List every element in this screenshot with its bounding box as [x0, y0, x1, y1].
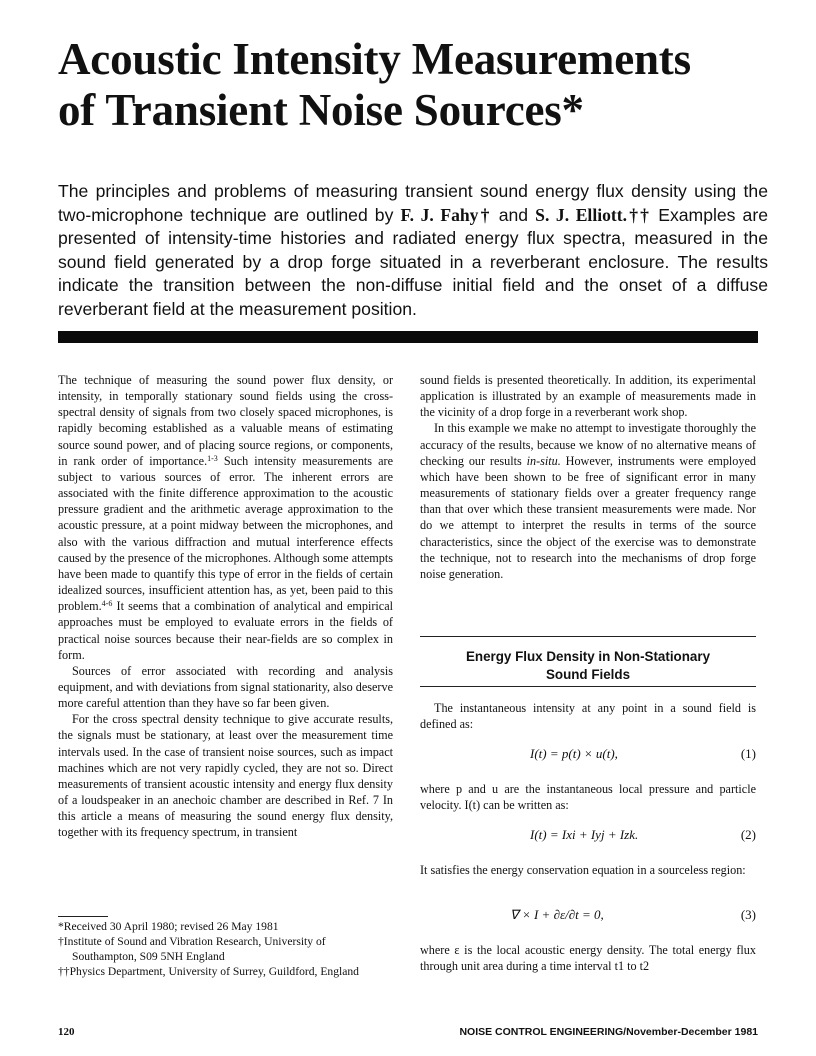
abstract-text-2: Examples are presented of intensity-time histories and radiated energy flux spectra, measured in the sound field generated by a drop forge situated in a reverberant enclosure. The results indicate the transition between the non-diffuse initial field and the onset of a diffuse reverberant field at the measurement position. [58, 204, 768, 319]
author-2: S. J. Elliott.†† [535, 204, 652, 225]
journal-footer: NOISE CONTROL ENGINEERING/November-December 1981 [459, 1026, 758, 1038]
footnote-institute-1: †Institute of Sound and Vibration Research, University of Southampton, S09 5NH England [58, 935, 326, 963]
footnote-rule [58, 916, 108, 917]
section-rule-top [420, 636, 756, 637]
reference-1-3: 1-3 [207, 453, 218, 463]
footnotes [58, 916, 393, 979]
left-paragraph-1 [58, 372, 393, 663]
equation-3-number: (3) [740, 907, 756, 922]
section-text-4: where ε is the local acoustic energy density. The total energy flux through unit area during a time interval t1 to t2 [420, 943, 756, 974]
abstract [58, 180, 768, 321]
equation-2-number: (2) [740, 827, 756, 842]
article-title [58, 34, 778, 136]
left-paragraph-3: For the cross spectral density technique to give accurate results, the signals must be stationary, at least over the measurement time intervals used. In the case of transient noise sources, such as impact machines which are not very rapidly cycled, they are not so. Direct measurements of transient acoustic intensity and energy flux density of a loudspeaker in an anechoic chamber are described in Ref. 7 In this article a means of measuring the sound energy flux density, together with its frequency spectrum, in transient [58, 712, 393, 840]
author-1: F. J. Fahy† [400, 204, 492, 225]
section-text-2: where p and u are the instantaneous local pressure and particle velocity. I(t) can be written as: [420, 782, 756, 813]
title-line-1: Acoustic Intensity Measurements [58, 34, 691, 84]
equation-1-number: (1) [740, 746, 756, 761]
footnote-institute-2: ††Physics Department, University of Surrey, Guildford, England [58, 965, 359, 978]
equation-3-expression: ∇ × I + ∂ε/∂t = 0, [510, 907, 604, 922]
abstract-and: and [491, 204, 536, 225]
abstract-text-1: The principles and problems of measuring transient sound energy flux density using the two-microphone technique are outlined by [58, 181, 768, 225]
equation-3 [420, 907, 756, 925]
section-rule-bottom [420, 686, 756, 687]
page-number: 120 [58, 1026, 75, 1038]
right-paragraph-1: sound fields is presented theoretically. In addition, its experimental application is illustrated by an example of measurements made in the vicinity of a drop forge in a reverberant work shop. [420, 373, 756, 420]
equation-1-expression: I(t) = p(t) × u(t), [530, 746, 618, 761]
in-situ-italic: in-situ. [526, 453, 561, 468]
left-column [58, 372, 393, 841]
section-text-3: It satisfies the energy conservation equation in a sourceless region: [420, 863, 746, 877]
equation-2 [420, 827, 756, 845]
left-p1-text-c: It seems that a combination of analytical and empirical approaches must be employed to evaluate errors in the fields of practical noise sources because their near-fields are so complex in form. [58, 599, 393, 662]
right-column [420, 372, 756, 582]
section-text-1: The instantaneous intensity at any point in a sound field is defined as: [420, 701, 756, 732]
header-rule-bar [58, 331, 758, 343]
section-heading-line-2: Sound Fields [545, 666, 631, 682]
right-p2-text-a: In this example we make no attempt to investigate thoroughly the accuracy of the results, because we know of no alternative means of checking our results [420, 421, 756, 468]
reference-4-6: 4-6 [101, 599, 113, 609]
left-p1-text-b: Such intensity measurements are subject to various sources of error. The inherent errors are associated with the finite difference approximation to the acoustic pressure gradient and the arithmetic average approximation to the acoustic pressure, at a point midway between the microphones, and also with the various diffraction and mutual interference effects caused by the presence of the microphones. Although some attempts have been made to quantify this type of error in the fields of certain idealized sources, insufficient attention has, as yet, been paid to this problem. [58, 453, 393, 614]
section-heading-line-1: Energy Flux Density in Non-Stationary [465, 649, 711, 664]
right-p2-text-b: However, instruments were employed which have been shown to be free of significant error in many measurements of stationary fields over a greater frequency range than that over which these transient measurements were made. Nor do we attempt to interpret the results in terms of the source characteristics, since the object of the exercise was to demonstrate the technique, not to research into the mechanisms of drop forge noise generation. [420, 453, 757, 581]
title-line-2: of Transient Noise Sources* [58, 85, 584, 135]
footnote-received: *Received 30 April 1980; revised 26 May 1981 [58, 920, 279, 933]
equation-1 [420, 746, 756, 764]
left-p1-text-a: The technique of measuring the sound power flux density, or intensity, in temporally stationary sound fields using the cross-spectral density of signals from two closely spaced microphones, is rapidly becoming established as a valuable means of estimating source sound power, and of placing source regions, or components, in rank order of importance. [58, 373, 393, 468]
section-heading [420, 648, 756, 683]
left-paragraph-2: Sources of error associated with recording and analysis equipment, and with deviations from signal stationarity, also deserve more careful attention than they have so far been given. [58, 663, 393, 711]
equation-2-expression: I(t) = Ixi + Iyj + Izk. [530, 827, 639, 842]
right-paragraph-2 [420, 420, 756, 582]
